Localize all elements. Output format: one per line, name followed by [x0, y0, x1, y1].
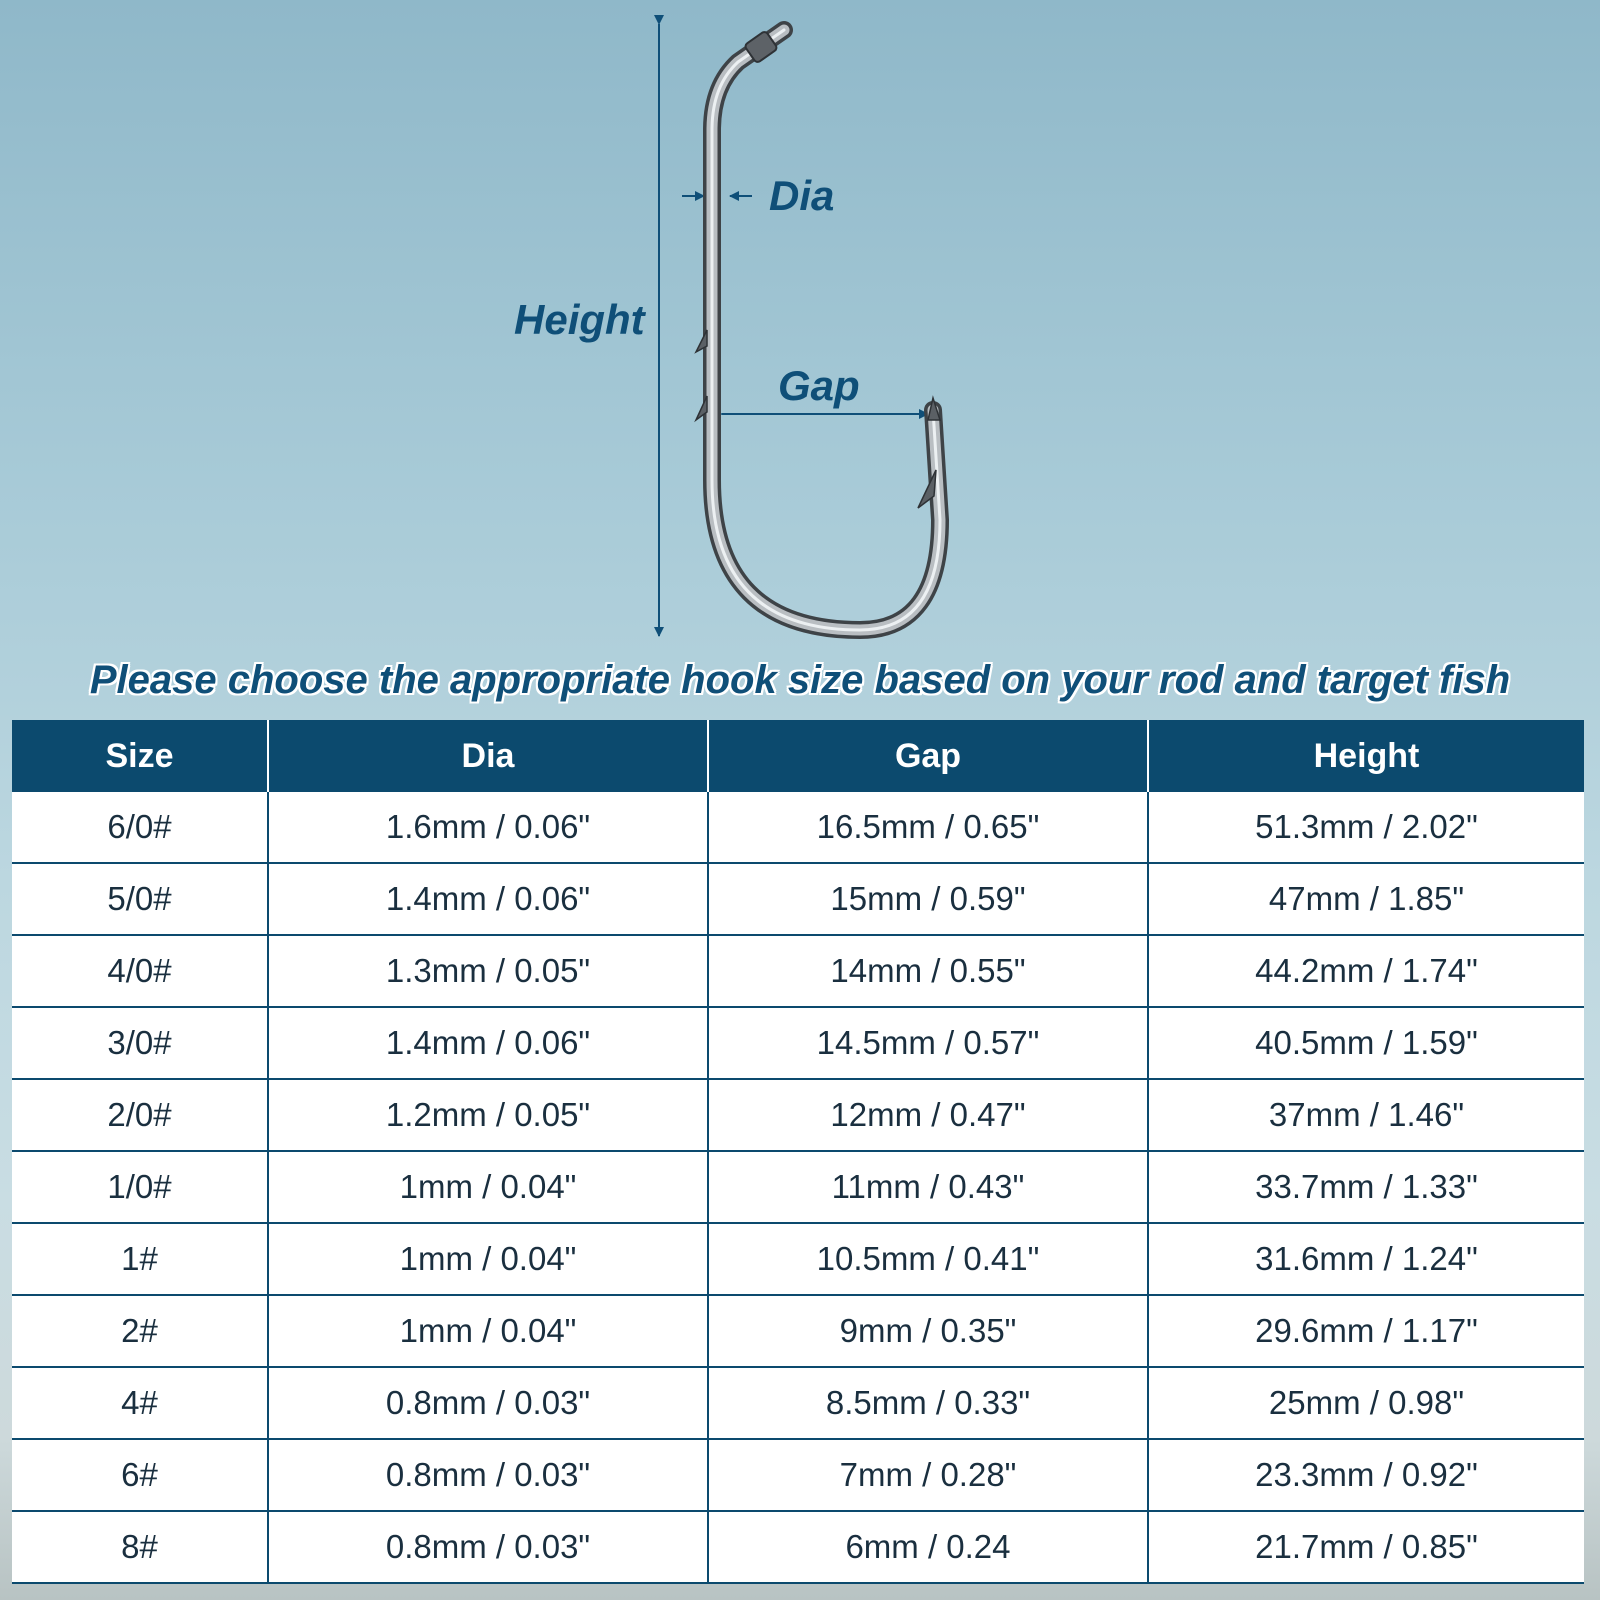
fishing-hook-icon: [696, 30, 940, 630]
cell-dia: 0.8mm / 0.03": [268, 1511, 708, 1583]
cell-size: 2/0#: [12, 1079, 268, 1151]
hook-diagram: [0, 0, 1600, 720]
header-dia: Dia: [268, 720, 708, 792]
table-row: [12, 1295, 1584, 1367]
cell-size: 2#: [12, 1295, 268, 1367]
cell-gap: 16.5mm / 0.65": [708, 792, 1148, 863]
cell-gap: 8.5mm / 0.33": [708, 1367, 1148, 1439]
cell-gap: 9mm / 0.35": [708, 1295, 1148, 1367]
cell-dia: 1mm / 0.04": [268, 1223, 708, 1295]
cell-gap: 6mm / 0.24: [708, 1511, 1148, 1583]
cell-gap: 11mm / 0.43": [708, 1151, 1148, 1223]
header-height: Height: [1148, 720, 1584, 792]
cell-dia: 1.4mm / 0.06": [268, 863, 708, 935]
cell-height: 25mm / 0.98": [1148, 1367, 1584, 1439]
cell-height: 21.7mm / 0.85": [1148, 1511, 1584, 1583]
cell-size: 4#: [12, 1367, 268, 1439]
table-row: [12, 1367, 1584, 1439]
cell-size: 3/0#: [12, 1007, 268, 1079]
cell-gap: 12mm / 0.47": [708, 1079, 1148, 1151]
cell-size: 1#: [12, 1223, 268, 1295]
cell-height: 44.2mm / 1.74": [1148, 935, 1584, 1007]
cell-dia: 1mm / 0.04": [268, 1295, 708, 1367]
table-row: [12, 863, 1584, 935]
cell-dia: 1.4mm / 0.06": [268, 1007, 708, 1079]
cell-size: 5/0#: [12, 863, 268, 935]
header-size: Size: [12, 720, 268, 792]
table-row: [12, 1511, 1584, 1583]
cell-height: 40.5mm / 1.59": [1148, 1007, 1584, 1079]
table-row: [12, 1007, 1584, 1079]
cell-height: 51.3mm / 2.02": [1148, 792, 1584, 863]
cell-height: 33.7mm / 1.33": [1148, 1151, 1584, 1223]
cell-size: 6#: [12, 1439, 268, 1511]
cell-dia: 1mm / 0.04": [268, 1151, 708, 1223]
gap-label: Gap: [778, 362, 860, 409]
cell-dia: 0.8mm / 0.03": [268, 1367, 708, 1439]
cell-size: 1/0#: [12, 1151, 268, 1223]
cell-gap: 14mm / 0.55": [708, 935, 1148, 1007]
hook-size-table: [12, 720, 1584, 1584]
table-row: [12, 1439, 1584, 1511]
cell-gap: 14.5mm / 0.57": [708, 1007, 1148, 1079]
table-row: [12, 1079, 1584, 1151]
cell-size: 8#: [12, 1511, 268, 1583]
cell-dia: 1.2mm / 0.05": [268, 1079, 708, 1151]
table-row: [12, 1151, 1584, 1223]
cell-height: 31.6mm / 1.24": [1148, 1223, 1584, 1295]
hook-size-headline: Please choose the appropriate hook size based on your rod and target fish: [89, 658, 1511, 702]
cell-height: 29.6mm / 1.17": [1148, 1295, 1584, 1367]
cell-dia: 1.6mm / 0.06": [268, 792, 708, 863]
cell-dia: 0.8mm / 0.03": [268, 1439, 708, 1511]
table-row: [12, 935, 1584, 1007]
cell-gap: 7mm / 0.28": [708, 1439, 1148, 1511]
cell-gap: 15mm / 0.59": [708, 863, 1148, 935]
cell-height: 23.3mm / 0.92": [1148, 1439, 1584, 1511]
dia-label: Dia: [769, 172, 835, 219]
table-row: [12, 1223, 1584, 1295]
cell-size: 4/0#: [12, 935, 268, 1007]
cell-gap: 10.5mm / 0.41": [708, 1223, 1148, 1295]
cell-dia: 1.3mm / 0.05": [268, 935, 708, 1007]
header-gap: Gap: [708, 720, 1148, 792]
table-header-row: [12, 720, 1584, 792]
cell-height: 37mm / 1.46": [1148, 1079, 1584, 1151]
table-row: [12, 792, 1584, 863]
cell-height: 47mm / 1.85": [1148, 863, 1584, 935]
cell-size: 6/0#: [12, 792, 268, 863]
height-label: Height: [514, 296, 645, 343]
